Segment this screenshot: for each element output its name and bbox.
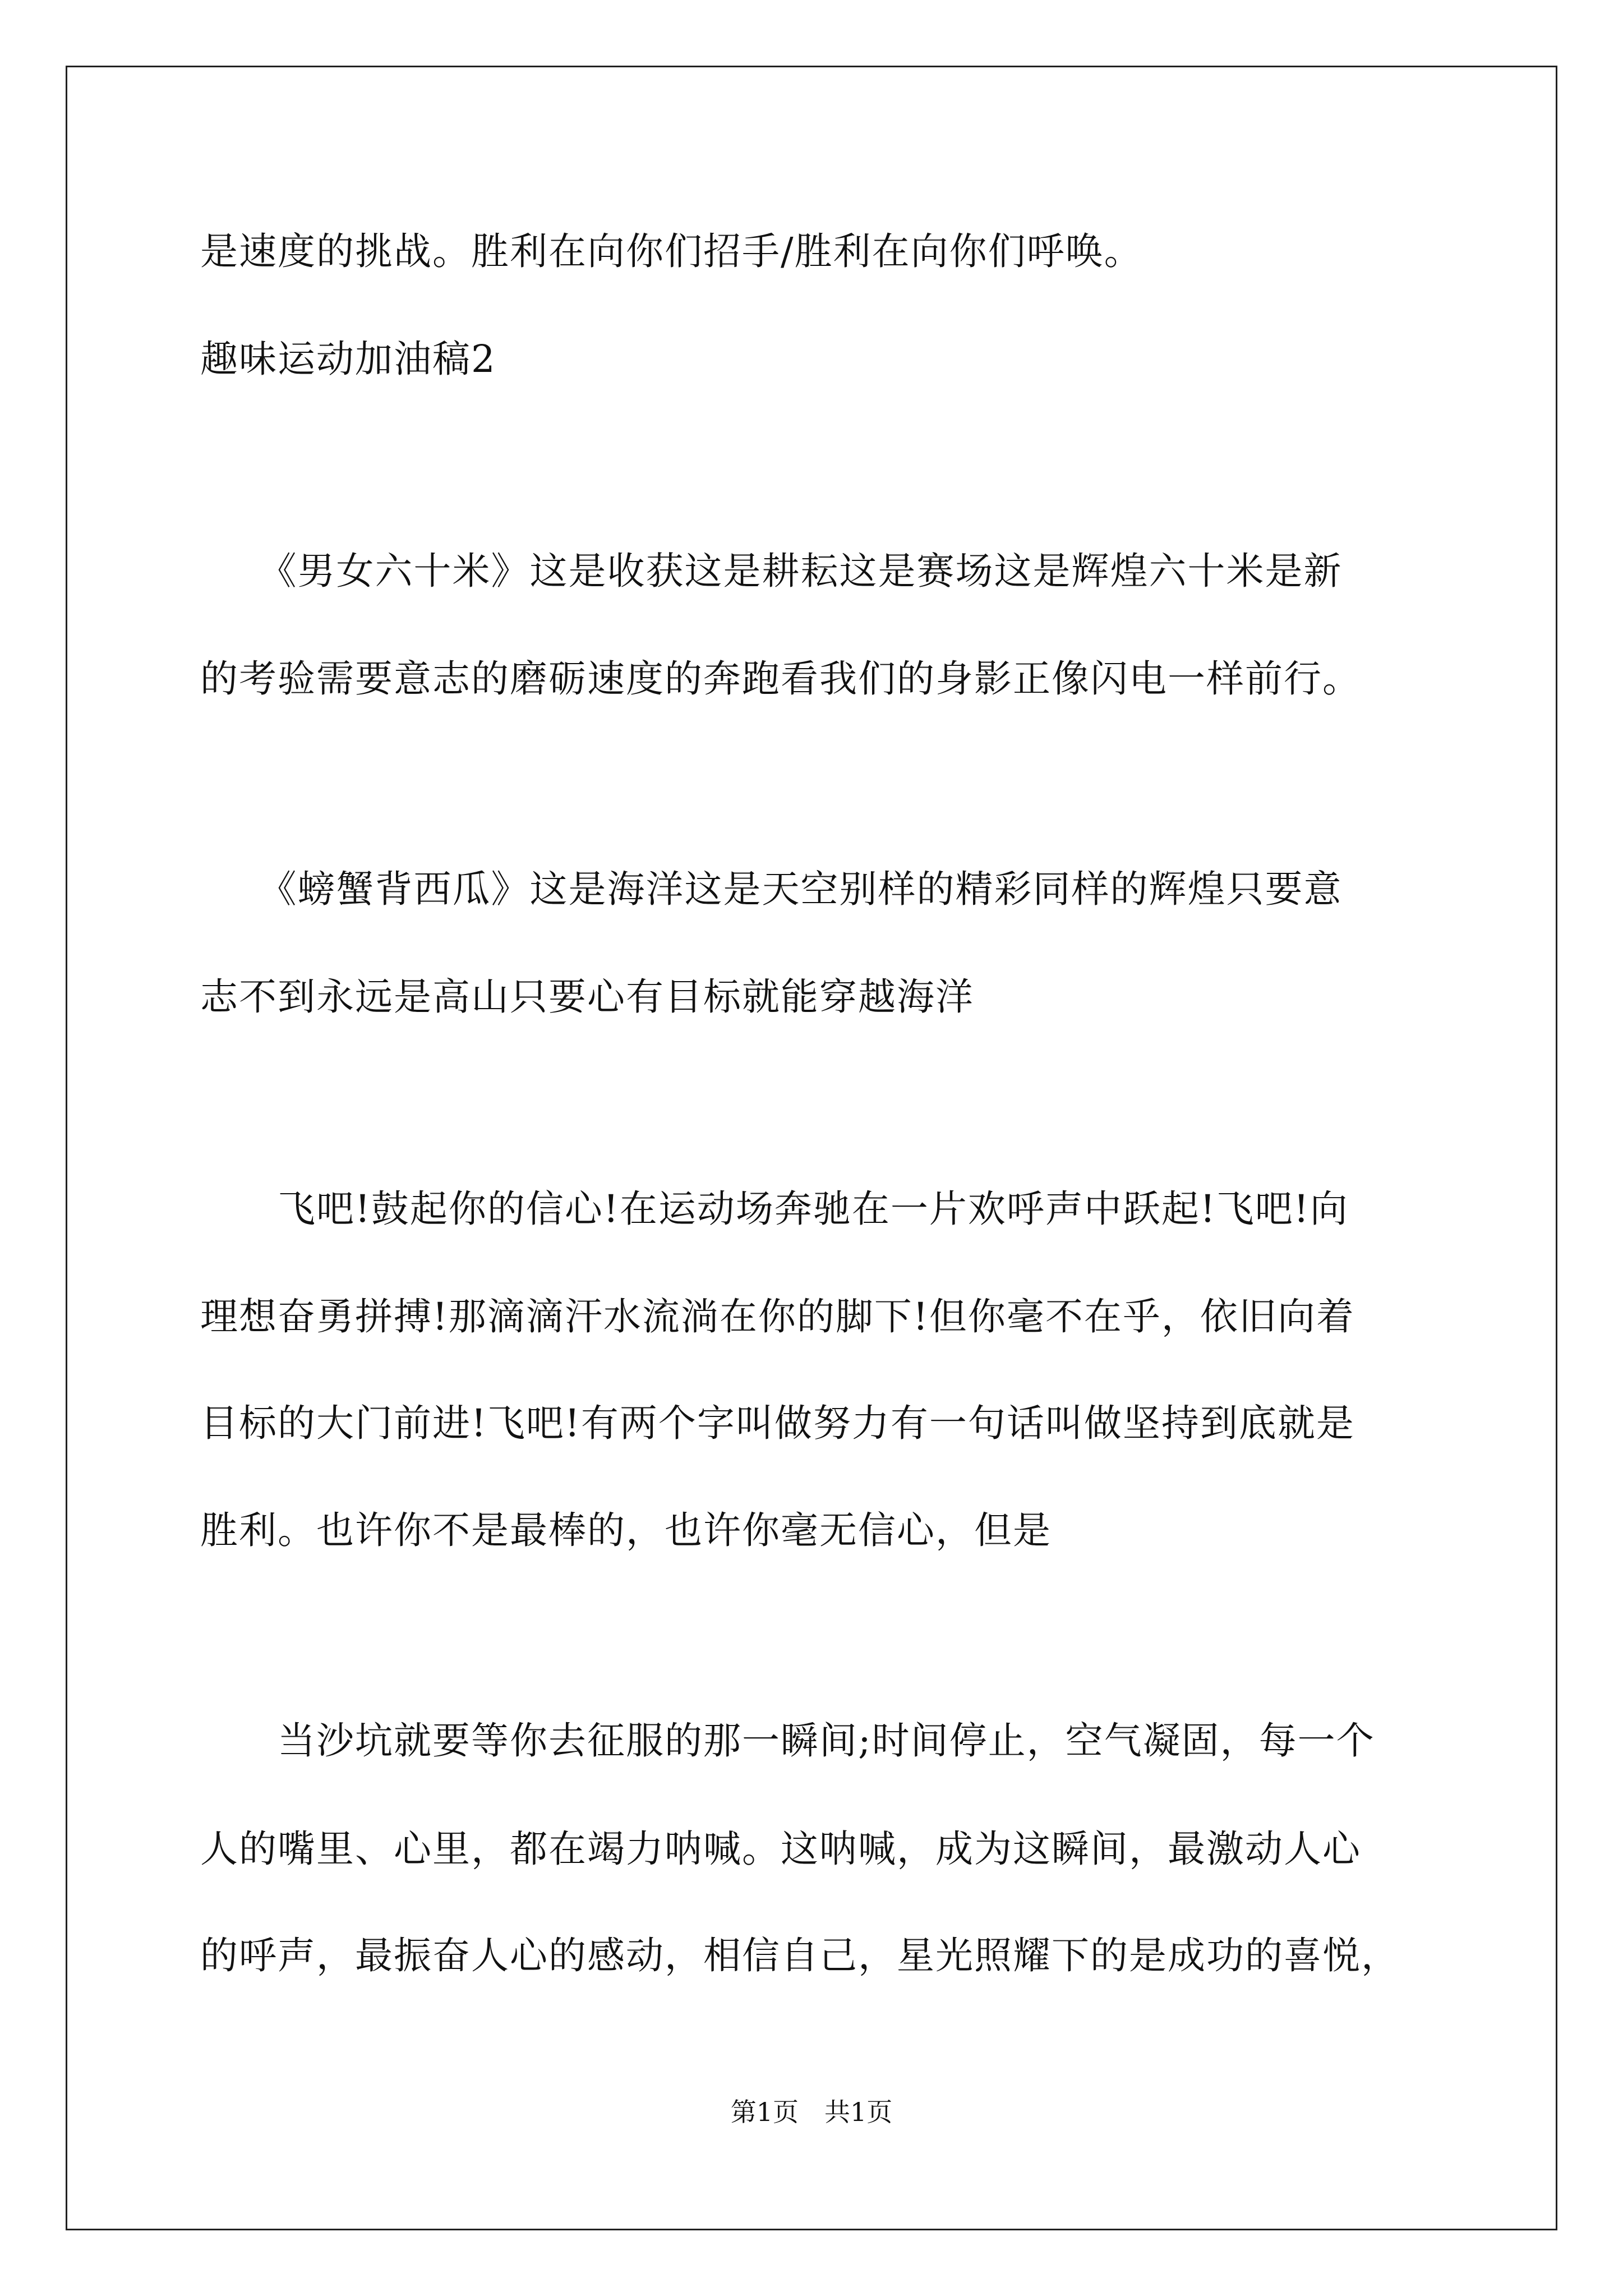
paragraph-line: 人的嘴里、心里，都在竭力呐喊。这呐喊，成为这瞬间，最激动人心 — [200, 1827, 1361, 1871]
page-footer: 第1页 共1页 — [730, 2097, 893, 2127]
document-heading: 趣味运动加油稿2 — [200, 337, 496, 381]
paragraph-line: 《螃蟹背西瓜》这是海洋这是天空别样的精彩同样的辉煌只要意 — [200, 867, 1343, 911]
paragraph-line: 的呼声，最振奋人心的感动，相信自己，星光照耀下的是成功的喜悦， — [200, 1934, 1400, 1977]
paragraph-line: 志不到永远是高山只要心有目标就能穿越海洋 — [200, 975, 974, 1019]
paragraph-line: 的考验需要意志的磨砺速度的奔跑看我们的身影正像闪电一样前行。 — [200, 657, 1361, 701]
paragraph-line: 飞吧!鼓起你的信心!在运动场奔驰在一片欢呼声中跃起!飞吧!向 — [200, 1187, 1349, 1231]
paragraph-line: 目标的大门前进!飞吧!有两个字叫做努力有一句话叫做坚持到底就是 — [200, 1401, 1355, 1445]
paragraph-line: 当沙坑就要等你去征服的那一瞬间;时间停止，空气凝固，每一个 — [200, 1719, 1375, 1763]
intro-line: 是速度的挑战。胜利在向你们招手/胜利在向你们呼唤。 — [200, 229, 1143, 273]
page-border — [66, 66, 1557, 2230]
paragraph-line: 《男女六十米》这是收获这是耕耘这是赛场这是辉煌六十米是新 — [200, 549, 1343, 593]
paragraph-line: 理想奋勇拼搏!那滴滴汗水流淌在你的脚下!但你毫不在乎，依旧向着 — [200, 1295, 1355, 1338]
paragraph-line: 胜利。也许你不是最棒的，也许你毫无信心，但是 — [200, 1508, 1052, 1552]
